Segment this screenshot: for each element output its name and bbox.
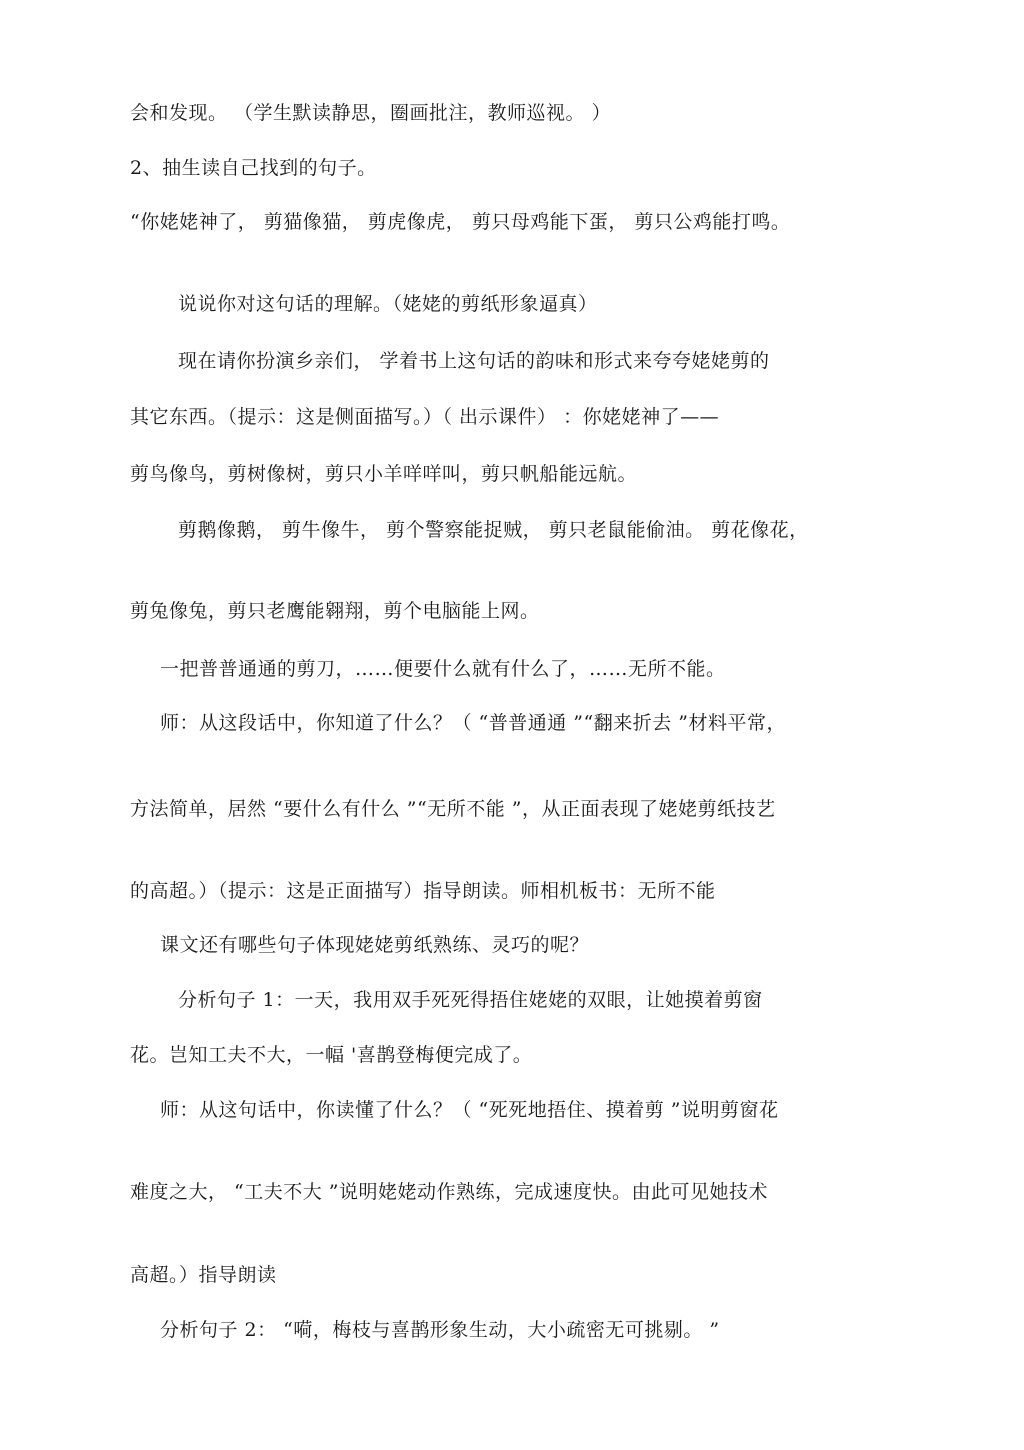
text-line: 说说你对这句话的理解。（姥姥的剪纸形象逼真） — [178, 293, 598, 315]
text-line: 一把普普通通的剪刀，……便要什么就有什么了，……无所不能。 — [160, 658, 726, 680]
text-line: 方法简单，居然 “要什么有什么 ”“无所不能 ”，从正面表现了姥姥剪纸技艺 — [130, 798, 776, 820]
text-line: 花。岂知工夫不大，一幅 '喜鹊登梅便完成了。 — [130, 1044, 533, 1066]
text-line: 高超。）指导朗读 — [130, 1264, 277, 1286]
text-line: 师：从这句话中，你读懂了什么？（ “死死地捂住、摸着剪 ”说明剪窗花 — [160, 1099, 779, 1121]
text-line: 剪兔像兔，剪只老鹰能翱翔，剪个电脑能上网。 — [130, 600, 540, 622]
text-line: 课文还有哪些句子体现姥姥剪纸熟练、灵巧的呢？ — [160, 934, 590, 956]
text-line: 会和发现。 （学生默读静思，圈画批注，教师巡视。 ） — [130, 102, 612, 124]
text-line: 剪鹅像鹅， 剪牛像牛， 剪个警察能捉贼， 剪只老鼠能偷油。 剪花像花， — [178, 519, 809, 541]
text-line: 的高超。）（提示：这是正面描写）指导朗读。师相机板书：无所不能 — [130, 880, 716, 902]
text-line: 分析句子 1：一天，我用双手死死得捂住姥姥的双眼，让她摸着剪窗 — [178, 989, 763, 1011]
text-line: 2、抽生读自己找到的句子。 — [130, 157, 377, 179]
text-line: “你姥姥神了， 剪猫像猫， 剪虎像虎， 剪只母鸡能下蛋， 剪只公鸡能打鸣。 — [130, 211, 791, 233]
text-line: 分析句子 2： “嗬，梅枝与喜鹊形象生动，大小疏密无可挑剔。 ” — [160, 1319, 720, 1341]
text-line: 现在请你扮演乡亲们， 学着书上这句话的韵味和形式来夸夸姥姥剪的 — [178, 350, 770, 372]
text-line: 难度之大， “工夫不大 ”说明姥姥动作熟练，完成速度快。由此可见她技术 — [130, 1181, 769, 1203]
text-line: 师：从这段话中，你知道了什么？（ “普普通通 ”“翻来折去 ”材料平常， — [160, 712, 786, 734]
text-line: 其它东西。（提示：这是侧面描写。）（ 出示课件） ：你姥姥神了—— — [130, 406, 720, 428]
text-line: 剪鸟像鸟，剪树像树，剪只小羊咩咩叫，剪只帆船能远航。 — [130, 463, 638, 485]
